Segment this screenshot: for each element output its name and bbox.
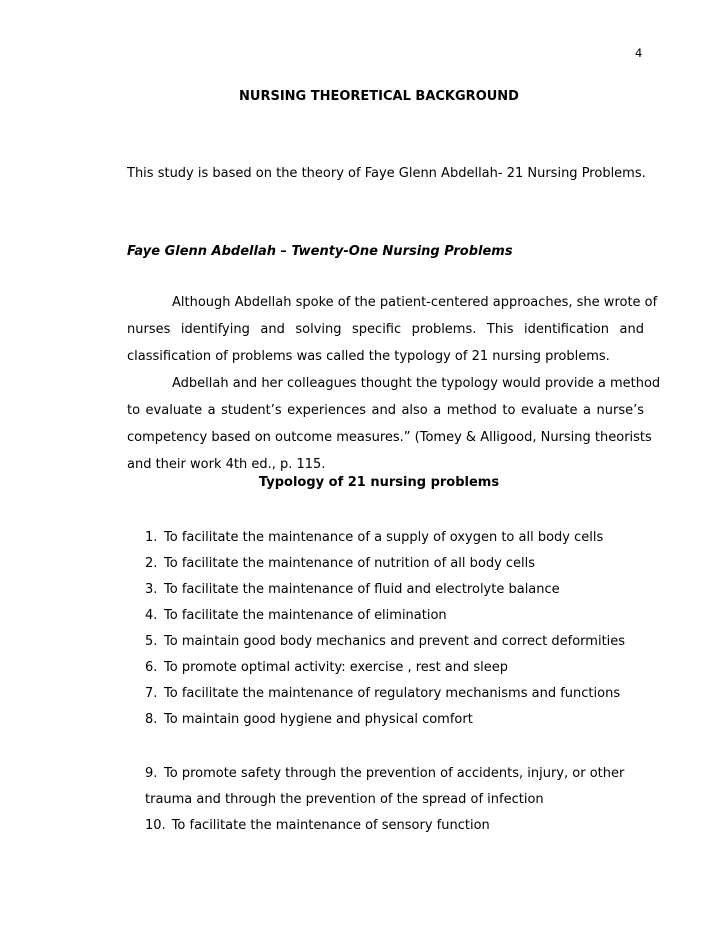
list-item-number: 2. xyxy=(145,556,158,571)
list-item-text: To maintain good body mechanics and prevent and correct deformities xyxy=(164,634,626,649)
list-item-text: To promote optimal activity: exercise , rest and sleep xyxy=(164,660,509,675)
typology-heading: Typology of 21 nursing problems xyxy=(258,475,500,490)
list-item-text: To facilitate the maintenance of a supply of oxygen to all body cells xyxy=(164,530,604,545)
list-item-text: To facilitate the maintenance of elimination xyxy=(164,608,447,623)
list-item xyxy=(145,582,560,597)
list-item-text: To promote safety through the prevention of accidents, injury, or other xyxy=(164,766,625,781)
list-item-number: 3. xyxy=(145,582,158,597)
paragraph-line: classification of problems was called the typology of 21 nursing problems. xyxy=(127,349,610,364)
paragraph-line: competency based on outcome measures.” (Tomey & Alligood, Nursing theorists xyxy=(127,430,652,445)
list-item xyxy=(145,608,447,623)
list-item xyxy=(145,556,535,571)
paragraph-line: to evaluate a student’s experiences and also a method to evaluate a nurse’s xyxy=(127,403,644,418)
list-item-number: 1. xyxy=(145,530,158,545)
list-item-number: 5. xyxy=(145,634,158,649)
paragraph-typology-purpose xyxy=(127,370,661,478)
list-item-continuation: trauma and through the prevention of the spread of infection xyxy=(145,792,544,807)
intro-sentence: This study is based on the theory of Faye Glenn Abdellah- 21 Nursing Problems. xyxy=(127,166,646,181)
list-item-text: To facilitate the maintenance of sensory function xyxy=(171,818,490,833)
list-item-text: To facilitate the maintenance of fluid and electrolyte balance xyxy=(164,582,560,597)
list-item-number: 10. xyxy=(145,818,166,833)
paragraph-line: nurses identifying and solving specific problems. This identification and xyxy=(127,322,644,337)
list-item xyxy=(145,766,624,781)
section-heading: Faye Glenn Abdellah – Twenty-One Nursing Problems xyxy=(127,244,513,259)
list-item xyxy=(145,660,508,675)
paragraph-line: Although Abdellah spoke of the patient-centered approaches, she wrote of xyxy=(172,295,658,310)
paragraph-line: Adbellah and her colleagues thought the typology would provide a method xyxy=(172,376,661,391)
list-item xyxy=(145,530,603,545)
page-number: 4 xyxy=(635,46,643,60)
list-item-text: To maintain good hygiene and physical comfort xyxy=(164,712,473,727)
paragraph-abdellah-approach xyxy=(127,289,658,370)
list-item-text: To facilitate the maintenance of regulatory mechanisms and functions xyxy=(164,686,621,701)
page-title: NURSING THEORETICAL BACKGROUND xyxy=(239,89,519,104)
list-item-number: 7. xyxy=(145,686,158,701)
list-item-text: To facilitate the maintenance of nutrition of all body cells xyxy=(164,556,536,571)
list-item xyxy=(145,634,625,649)
list-item xyxy=(145,686,620,701)
list-item-number: 6. xyxy=(145,660,158,675)
list-item-number: 9. xyxy=(145,766,158,781)
list-item-number: 4. xyxy=(145,608,158,623)
list-item xyxy=(145,818,490,833)
list-item xyxy=(145,712,473,727)
paragraph-line: and their work 4th ed., p. 115. xyxy=(127,457,326,472)
list-item-number: 8. xyxy=(145,712,158,727)
